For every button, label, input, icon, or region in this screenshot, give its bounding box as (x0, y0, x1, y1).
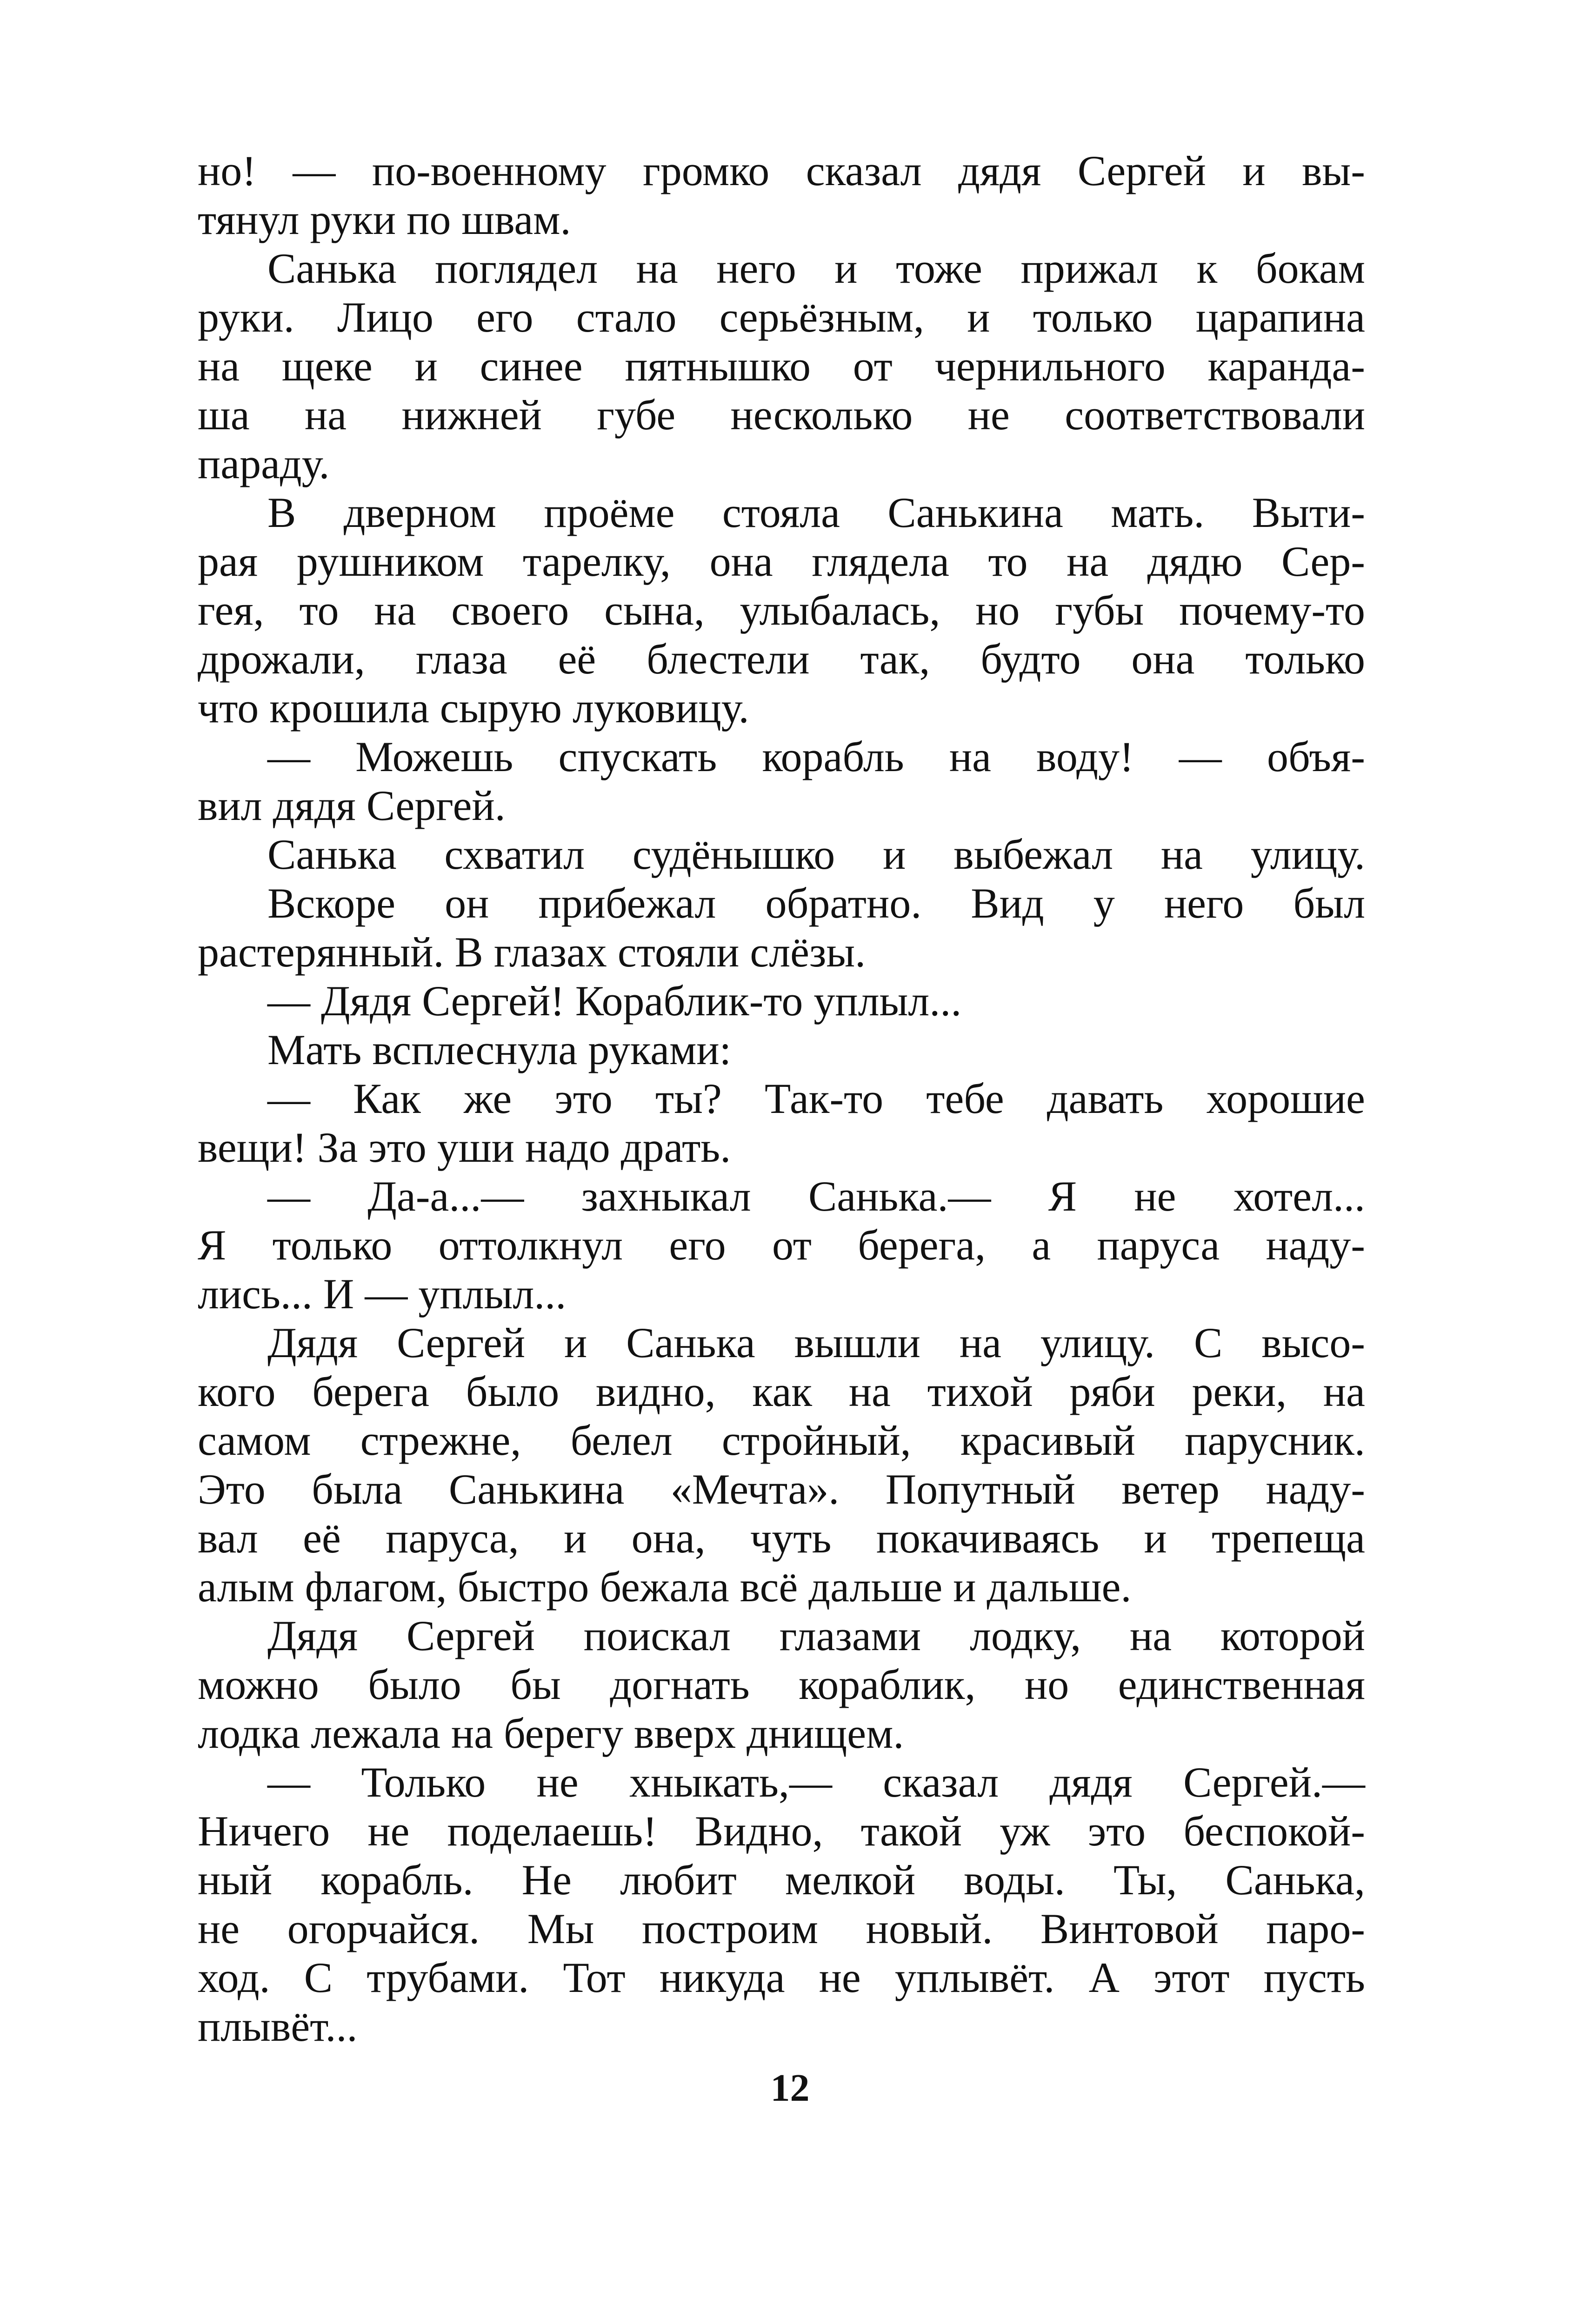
text-line: вал её паруса, и она, чуть покачиваясь и трепеща (198, 1514, 1365, 1562)
body-text (198, 146, 1365, 2051)
text-line: гея, то на своего сына, улыбалась, но губы почему-то (198, 586, 1365, 634)
text-line: руки. Лицо его стало серьёзным, и только царапина (198, 293, 1365, 341)
text-line: Дядя Сергей поискал глазами лодку, на которой (267, 1612, 1365, 1659)
text-line: кого берега было видно, как на тихой ряби реки, на (198, 1368, 1365, 1415)
text-line: дрожали, глаза её блестели так, будто она только (198, 635, 1365, 683)
text-line: на щеке и синее пятнышко от чернильного каранда- (198, 342, 1365, 390)
text-line: вещи! За это уши надо драть. (198, 1124, 731, 1171)
text-line: можно было бы догнать кораблик, но единственная (198, 1661, 1365, 1708)
text-line: — Только не хныкать,— сказал дядя Сергей.— (267, 1758, 1365, 1806)
text-line: но! — по-военному громко сказал дядя Сергей и вы- (198, 147, 1365, 194)
text-line: параду. (198, 440, 330, 487)
text-line: — Да-а...— захныкал Санька.— Я не хотел... (267, 1172, 1365, 1220)
text-line: ход. С трубами. Тот никуда не уплывёт. А этот пусть (198, 1954, 1365, 2001)
text-line: ный корабль. Не любит мелкой воды. Ты, Санька, (198, 1856, 1365, 1904)
text-line: самом стрежне, белел стройный, красивый парусник. (198, 1417, 1365, 1464)
text-line: плывёт... (198, 2003, 358, 2050)
text-line: тянул руки по швам. (198, 196, 571, 243)
text-line: рая рушником тарелку, она глядела то на дядю Сер- (198, 538, 1365, 585)
text-line: Я только оттолкнул его от берега, а паруса наду- (198, 1221, 1365, 1269)
page-number: 12 (770, 2066, 810, 2110)
text-line: вил дядя Сергей. (198, 782, 506, 829)
text-line: В дверном проёме стояла Санькина мать. Выти- (267, 489, 1365, 536)
text-line: — Можешь спускать корабль на воду! — объя- (267, 733, 1365, 780)
text-line: Это была Санькина «Мечта». Попутный ветер наду- (198, 1465, 1365, 1513)
text-line: — Дядя Сергей! Кораблик-то уплыл... (267, 977, 962, 1025)
text-line: алым флагом, быстро бежала всё дальше и дальше. (198, 1563, 1132, 1611)
text-line: Мать всплеснула руками: (267, 1026, 732, 1073)
text-line: Санька схватил судёнышко и выбежал на улицу. (267, 831, 1365, 878)
text-line: Ничего не поделаешь! Видно, такой уж это беспокой- (198, 1807, 1365, 1855)
text-line: растерянный. В глазах стояли слёзы. (198, 928, 866, 976)
text-line: Дядя Сергей и Санька вышли на улицу. С высо- (267, 1319, 1365, 1366)
text-line: ша на нижней губе несколько не соответствовали (198, 391, 1365, 439)
text-line: — Как же это ты? Так-то тебе давать хорошие (267, 1075, 1365, 1122)
text-line: Вскоре он прибежал обратно. Вид у него был (267, 879, 1365, 927)
text-line: Санька поглядел на него и тоже прижал к бокам (267, 245, 1365, 292)
text-line: лодка лежала на берегу вверх днищем. (198, 1710, 904, 1757)
text-line: не огорчайся. Мы построим новый. Винтовой паро- (198, 1905, 1365, 1952)
text-line: что крошила сырую луковицу. (198, 684, 749, 732)
text-line: лись... И — уплыл... (198, 1270, 567, 1318)
